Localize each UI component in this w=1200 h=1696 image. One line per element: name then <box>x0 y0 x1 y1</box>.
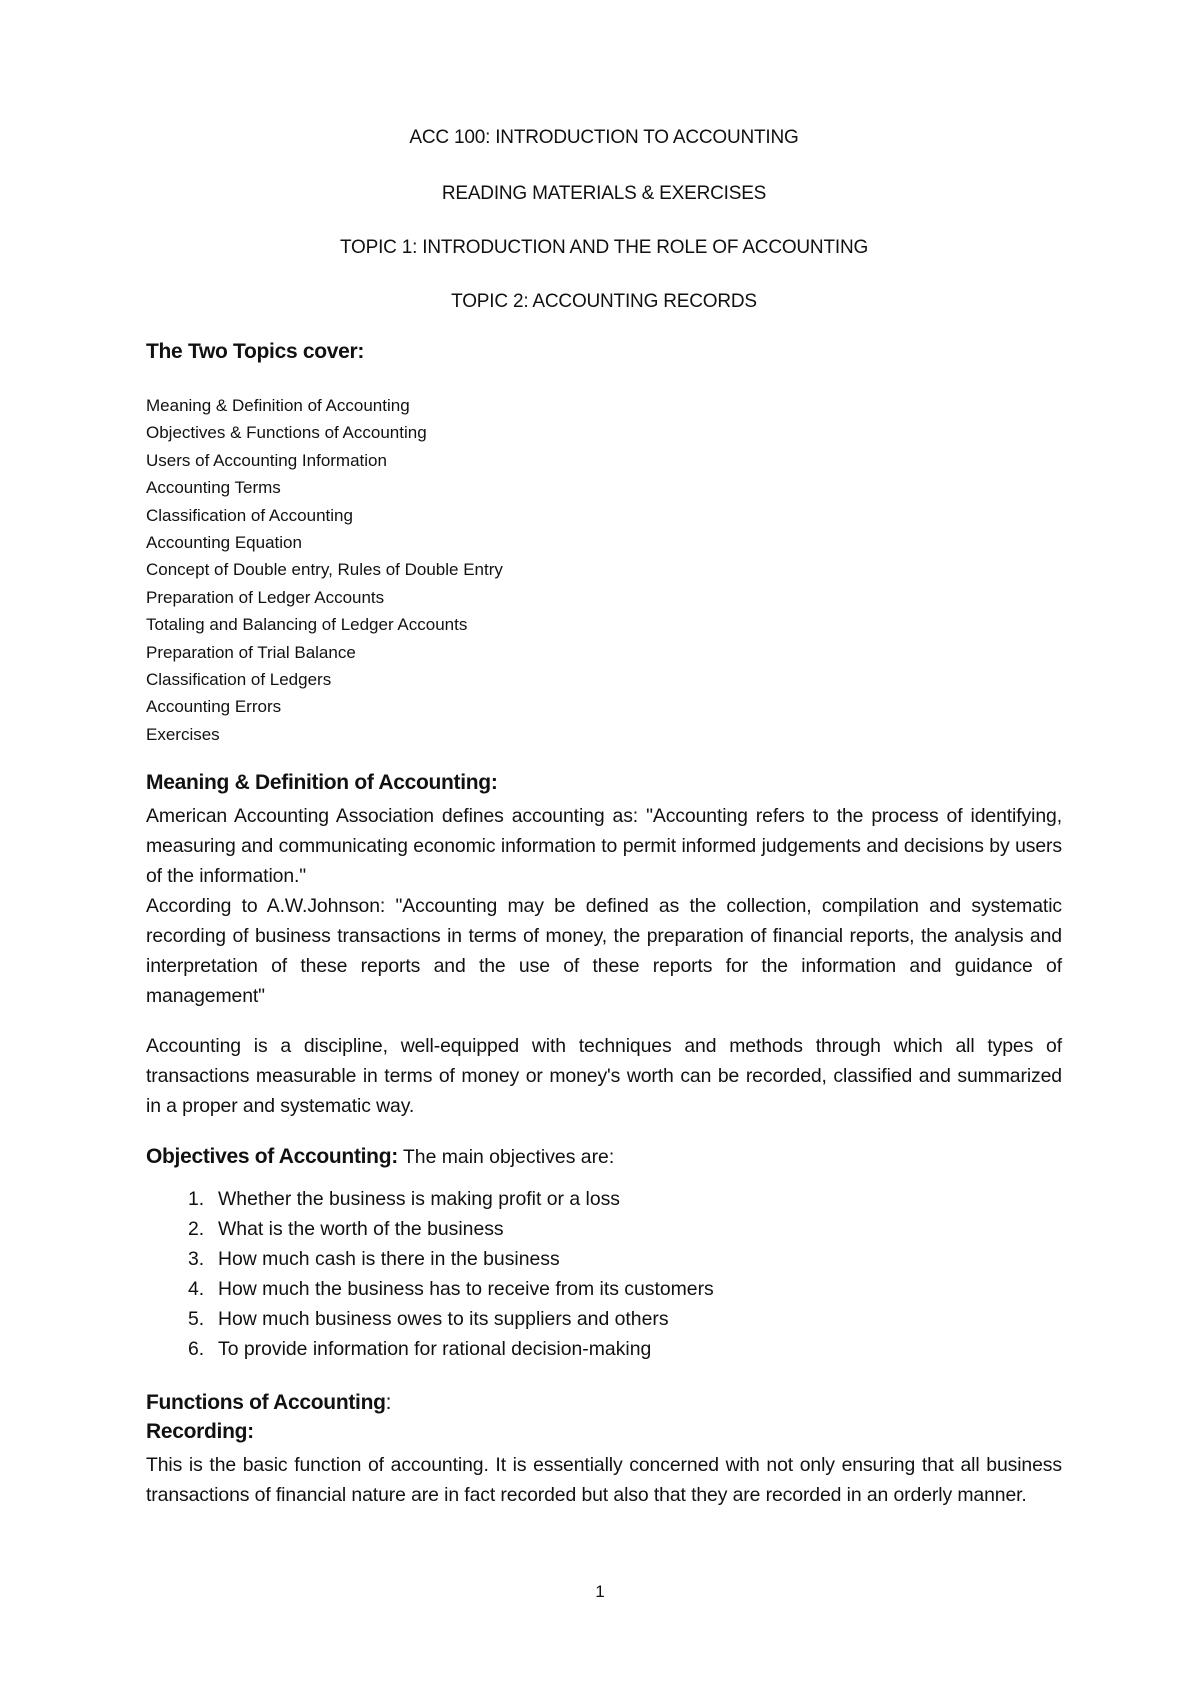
list-item <box>146 1274 1062 1304</box>
topic1-title: TOPIC 1: INTRODUCTION AND THE ROLE OF ACCOUNTING <box>339 237 869 258</box>
list-number: 3. <box>188 1248 205 1271</box>
functions-heading: Functions of Accounting <box>146 1391 386 1415</box>
list-number: 6. <box>188 1338 205 1361</box>
list-item: Objectives & Functions of Accounting <box>146 423 427 443</box>
objectives-heading: Objectives of Accounting: <box>146 1145 398 1169</box>
discipline-paragraph: Accounting is a discipline, well-equipped with techniques and methods through which all types of transactions measurable in terms of money or money's worth can be recorded, classified and summarized in a proper and systematic way. <box>146 1035 1062 1118</box>
list-number: 1. <box>188 1188 205 1211</box>
topic2-title: TOPIC 2: ACCOUNTING RECORDS <box>451 291 757 312</box>
list-item: Classification of Ledgers <box>146 669 332 689</box>
list-item: Users of Accounting Information <box>146 450 387 470</box>
list-text: How much cash is there in the business <box>218 1248 560 1271</box>
list-item <box>146 1244 1062 1274</box>
list-text: How much business owes to its suppliers and others <box>218 1308 669 1331</box>
course-title: ACC 100: INTRODUCTION TO ACCOUNTING <box>409 127 799 148</box>
list-item: Exercises <box>146 724 220 744</box>
list-text: Whether the business is making profit or a loss <box>218 1188 620 1211</box>
list-item: Accounting Equation <box>146 532 302 552</box>
objectives-list <box>146 1184 1062 1364</box>
topics-list <box>146 392 1062 748</box>
functions-heading-colon: : <box>385 1391 392 1415</box>
johnson-definition-paragraph: According to A.W.Johnson: "Accounting may be defined as the collection, compilation and systematic recording of business transactions in terms of money, the preparation of financial reports, the analysis and interpretation of these reports and the use of these reports for the information and guidance of management" <box>146 895 1062 1008</box>
list-item: Accounting Terms <box>146 478 281 498</box>
meaning-heading: Meaning & Definition of Accounting: <box>146 771 498 795</box>
list-item: Meaning & Definition of Accounting <box>146 396 410 415</box>
page-number: 1 <box>595 1582 605 1601</box>
list-number: 5. <box>188 1308 205 1331</box>
objectives-line <box>146 1142 1062 1172</box>
list-item <box>146 1334 1062 1364</box>
aaa-definition-paragraph: American Accounting Association defines accounting as: "Accounting refers to the process of identifying, measuring and communicating economic information to permit informed judgements and decisions by users of the information." <box>146 805 1062 888</box>
list-number: 4. <box>188 1278 205 1301</box>
list-item: Preparation of Ledger Accounts <box>146 587 385 607</box>
list-text: To provide information for rational decision-making <box>218 1338 652 1361</box>
list-item <box>146 1304 1062 1334</box>
functions-heading-line <box>146 1392 1062 1413</box>
recording-heading: Recording: <box>146 1420 254 1444</box>
recording-paragraph: This is the basic function of accounting. It is essentially concerned with not only ensuring that all business transactions of financial nature are in fact recorded but also that they are recorded in an orderly manner. <box>146 1454 1062 1507</box>
list-item <box>146 1214 1062 1244</box>
list-item: Accounting Errors <box>146 697 282 717</box>
list-item: Concept of Double entry, Rules of Double Entry <box>146 560 503 580</box>
list-item: Totaling and Balancing of Ledger Accounts <box>146 615 468 635</box>
objectives-intro: The main objectives are: <box>397 1146 615 1169</box>
topics-cover-heading: The Two Topics cover: <box>146 340 365 363</box>
page-content <box>146 128 1062 1510</box>
list-item: Preparation of Trial Balance <box>146 642 356 662</box>
list-item <box>146 1184 1062 1214</box>
materials-title: READING MATERIALS & EXERCISES <box>441 183 767 204</box>
list-number: 2. <box>188 1218 205 1241</box>
list-text: How much the business has to receive from its customers <box>218 1278 714 1301</box>
list-text: What is the worth of the business <box>218 1218 504 1241</box>
list-item: Classification of Accounting <box>146 505 353 525</box>
